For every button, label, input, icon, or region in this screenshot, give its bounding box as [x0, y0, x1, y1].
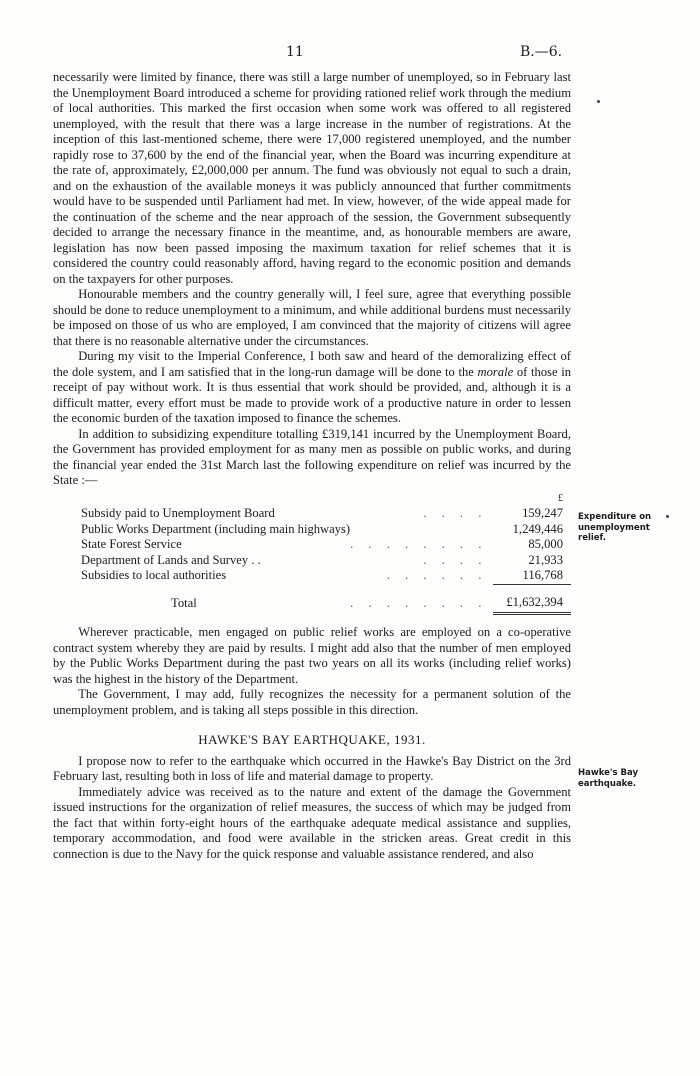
document-reference: B.—6.	[520, 44, 563, 60]
paragraph-honourable-members: Honourable members and the country generally will, I feel sure, agree that everything possible should be done to reduce unemployment to a minimum, and while additional burdens must necessarily be imposed on those of us who are employed, I am convinced that the majority of citizens will agree that there is no reasonable alternative under the circumstances.	[53, 287, 571, 348]
table-row-amount: 116,768	[522, 568, 563, 582]
table-row-leader: . . . .	[423, 552, 488, 567]
paragraph-earthquake-intro: I propose now to refer to the earthquake which occurred in the Hawke's Bay District on the 3rd February last, resulting both in loss of life and material damage to property.	[53, 753, 571, 783]
table-row-amount: 21,933	[528, 552, 563, 567]
table-row-item: State Forest Service	[81, 537, 182, 551]
paragraph-relief-measures: Immediately advice was received as to the nature and extent of the damage the Government issued instructions for the organization of relief measures, the success of which may be judged from the fact that within forty-eight hours of the earthquake adequate medical assistance and supplies, temporary accommodation, and food were available in the stricken areas. Great credit in this connection is due to the Navy for the quick response and valuable assistance rendered, and also	[53, 784, 571, 861]
currency-symbol: £	[558, 492, 563, 504]
paragraph-subsidizing-expenditure: In addition to subsidizing expenditure totalling £319,141 incurred by the Unemployment Board, the Government has provided employment for as many men as possible on public works, and during the financial year ended the 31st March last the following expenditure on relief was incurred by the State :—	[53, 426, 571, 487]
table-total-row	[53, 584, 571, 614]
table-total-leader: . . . . . . . .	[350, 596, 488, 610]
table-row	[53, 522, 571, 538]
margin-speck	[666, 515, 669, 518]
table-row-leader: . . . .	[423, 506, 488, 520]
paragraph-imperial-conference-part1: During my visit to the Imperial Conference, I both saw and heard of the demoralizing effect of the dole system, and I am satisfied that in the long-run damage will be done to the	[53, 349, 571, 379]
currency-row	[53, 491, 571, 507]
table-row-leader	[350, 522, 493, 538]
section-heading-earthquake: HAWKE'S BAY EARTHQUAKE, 1931.	[198, 732, 426, 747]
side-note-earthquake: Hawke's Bay earthquake.	[578, 768, 639, 789]
paragraph-unemployment-board-scheme: necessarily were limited by finance, there was still a large number of unemployed, so in February last the Unemployment Board introduced a scheme for providing rationed relief work through the medium of local authorities. This marked the first occasion when some work was offered to all registered unemployed, with the result that there was a large increase in the number of registrations. At the inception of this last-mentioned scheme, there were 17,000 registered unemployed, and the number rapidly rose to 37,600 by the end of the financial year, when the Board was incurring expenditure at the rate of, approximately, £2,000,000 per annum. The fund was obviously not equal to such a drain, and on the exhaustion of the available moneys it was publicly announced that further commitments would have to be suspended until Parliament had met. In view, however, of the wide appeal made for the continuation of the scheme and the near approach of the session, the Government subsequently decided to arrange the necessary finance in the meantime, and, as honourable members are aware, legislation has now been passed imposing the maximum taxation for relief schemes that it is considered the country could reasonably afford, having regard to the economic position and demands on the taxpayers for other purposes.	[53, 70, 571, 286]
page-number: 11	[286, 44, 304, 60]
table-total-amount: £1,632,394	[493, 584, 571, 614]
table-row-amount: 85,000	[528, 537, 563, 551]
italic-morale: morale	[477, 364, 514, 379]
margin-speck	[597, 100, 600, 103]
table-row-item: Subsidies to local authorities	[81, 568, 227, 583]
table-row-item: Department of Lands and Survey . .	[81, 552, 261, 567]
table-row-leader: . . . . . .	[386, 568, 488, 583]
expenditure-table	[53, 491, 571, 616]
table-total-label: Total	[171, 596, 197, 610]
table-row-item: Public Works Department (including main highways)	[81, 521, 351, 536]
table-row	[53, 537, 571, 553]
main-text-column	[53, 70, 571, 862]
table-row-amount: 159,247	[522, 506, 563, 520]
paragraph-cooperative-contract: Wherever practicable, men engaged on public relief works are employed on a co-operative contract system whereby they are paid by results. I might add also that the number of men employed by the Public Works Department during the past two years on all its works (including relief works) was the highest in the history of the Department.	[53, 625, 571, 686]
paragraph-permanent-solution: The Government, I may add, fully recognizes the necessity for a permanent solution of the unemployment problem, and is taking all steps possible in this direction.	[53, 687, 571, 717]
table-row-amount: 1,249,446	[512, 521, 563, 536]
paragraph-imperial-conference-part2: of those in receipt of pay without work. It is thus essential that work should be provided, and, although it is a difficult matter, every effort must be made to provide work of a productive nature in order to lessen the economic burden of the taxation imposed to finance the schemes.	[53, 364, 571, 425]
paragraph-imperial-conference	[53, 349, 571, 427]
table-row	[53, 553, 571, 569]
table-row-item: Subsidy paid to Unemployment Board	[81, 506, 275, 520]
table-row-leader: . . . . . . . .	[350, 537, 488, 551]
side-note-expenditure-relief: Expenditure on unemployment relief.	[578, 512, 652, 543]
table-row	[53, 506, 571, 522]
table-row	[53, 568, 571, 584]
